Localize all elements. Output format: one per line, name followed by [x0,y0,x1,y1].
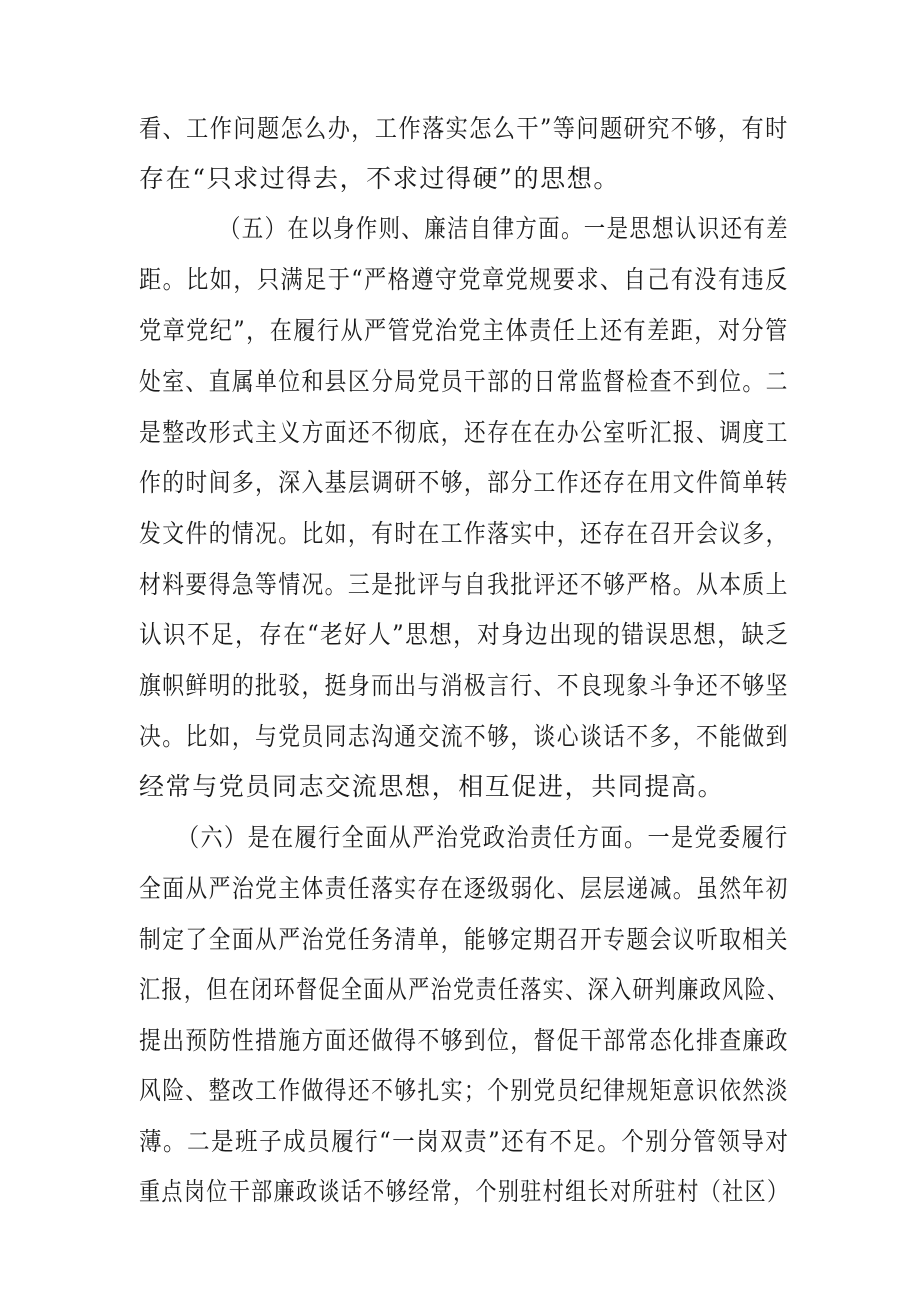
text-line: 全面从严治党主体责任落实存在逐级弱化、层层递减。虽然年初 [139,874,789,903]
text-line: 看、工作问题怎么办，工作落实怎么干”等问题研究不够，有时 [139,114,789,143]
text-line: 作的时间多，深入基层调研不够，部分工作还存在用文件简单转 [139,468,789,497]
text-line: 制定了全面从严治党任务清单，能够定期召开专题会议听取相关 [139,925,789,954]
text-line: 发文件的情况。比如，有时在工作落实中，还存在召开会议多， [139,519,789,548]
paragraph-start-line: （六）是在履行全面从严治党政治责任方面。一是党委履行 [177,823,789,852]
text-line: 距。比如，只满足于“严格遵守党章党规要求、自己有没有违反 [139,265,789,294]
text-line: 风险、整改工作做得还不够扎实；个别党员纪律规矩意识依然淡 [139,1076,789,1105]
text-line: 是整改形式主义方面还不彻底，还存在在办公室听汇报、调度工 [139,418,789,447]
text-line: 旗帜鲜明的批驳，挺身而出与消极言行、不良现象斗争还不够坚 [139,671,789,700]
text-line: 处室、直属单位和县区分局党员干部的日常监督检查不到位。二 [139,367,789,396]
text-line: 决。比如，与党员同志沟通交流不够，谈心谈话不多，不能做到 [139,722,789,751]
text-line: 存在“只求过得去，不求过得硬”的思想。 [139,164,620,193]
paragraph-start-line: （五）在以身作则、廉洁自律方面。一是思想认识还有差 [219,214,789,243]
text-line: 重点岗位干部廉政谈话不够经常，个别驻村组长对所驻村（社区） [139,1177,790,1206]
text-line: 党章党纪”，在履行从严管党治党主体责任上还有差距，对分管 [139,316,789,345]
text-line: 薄。二是班子成员履行“一岗双责”还有不足。个别分管领导对 [139,1127,790,1156]
text-line: 提出预防性措施方面还做得不够到位，督促干部常态化排查廉政 [139,1026,789,1055]
text-line: 材料要得急等情况。三是批评与自我批评还不够严格。从本质上 [139,570,789,599]
text-line: 汇报，但在闭环督促全面从严治党责任落实、深入研判廉政风险、 [139,975,790,1004]
text-line: 经常与党员同志交流思想，相互促进，共同提高。 [139,772,725,801]
text-line: 认识不足，存在“老好人”思想，对身边出现的错误思想，缺乏 [139,620,790,649]
